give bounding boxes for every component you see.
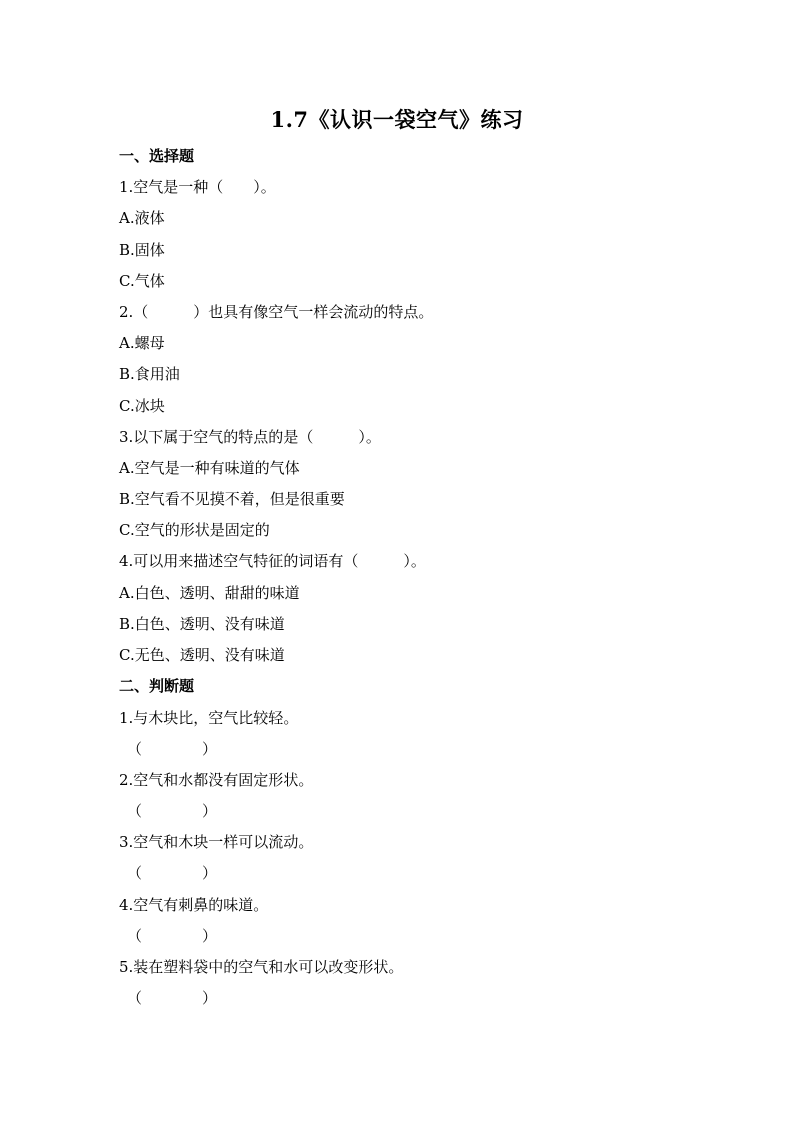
question-1-option-b: B.固体 xyxy=(119,241,165,259)
question-4-stem: 4.可以用来描述空气特征的词语有（ ）。 xyxy=(119,552,426,570)
judgment-4-answer-blank: （ ） xyxy=(127,927,218,945)
question-2-option-c: C.冰块 xyxy=(119,397,165,415)
question-2-option-a: A.螺母 xyxy=(119,334,165,352)
question-1-stem: 1.空气是一种（ ）。 xyxy=(119,178,276,196)
question-1-option-c: C.气体 xyxy=(119,272,165,290)
section-heading-judgment: 二、判断题 xyxy=(119,677,195,695)
judgment-3-answer-blank: （ ） xyxy=(127,864,218,882)
judgment-2-answer-blank: （ ） xyxy=(127,802,218,820)
question-3-stem: 3.以下属于空气的特点的是（ ）。 xyxy=(119,428,381,446)
question-4-option-a: A.白色、透明、甜甜的味道 xyxy=(119,584,300,602)
question-2-stem: 2.（ ）也具有像空气一样会流动的特点。 xyxy=(119,303,434,321)
question-1-option-a: A.液体 xyxy=(119,209,165,227)
judgment-1-answer-blank: （ ） xyxy=(127,740,218,758)
judgment-3-stem: 3.空气和木块一样可以流动。 xyxy=(119,833,314,851)
question-3-option-c: C.空气的形状是固定的 xyxy=(119,521,270,539)
question-4-option-c: C.无色、透明、没有味道 xyxy=(119,646,285,664)
judgment-5-stem: 5.装在塑料袋中的空气和水可以改变形状。 xyxy=(119,958,404,976)
page-title: 1.7《认识一袋空气》练习 xyxy=(270,107,524,132)
question-3-option-a: A.空气是一种有味道的气体 xyxy=(119,459,300,477)
question-3-option-b: B.空气看不见摸不着，但是很重要 xyxy=(119,490,345,508)
judgment-4-stem: 4.空气有刺鼻的味道。 xyxy=(119,896,269,914)
question-4-option-b: B.白色、透明、没有味道 xyxy=(119,615,285,633)
judgment-2-stem: 2.空气和水都没有固定形状。 xyxy=(119,771,314,789)
judgment-1-stem: 1.与木块比，空气比较轻。 xyxy=(119,709,299,727)
judgment-5-answer-blank: （ ） xyxy=(127,989,218,1007)
question-2-option-b: B.食用油 xyxy=(119,365,180,383)
section-heading-choice: 一、选择题 xyxy=(119,147,195,165)
